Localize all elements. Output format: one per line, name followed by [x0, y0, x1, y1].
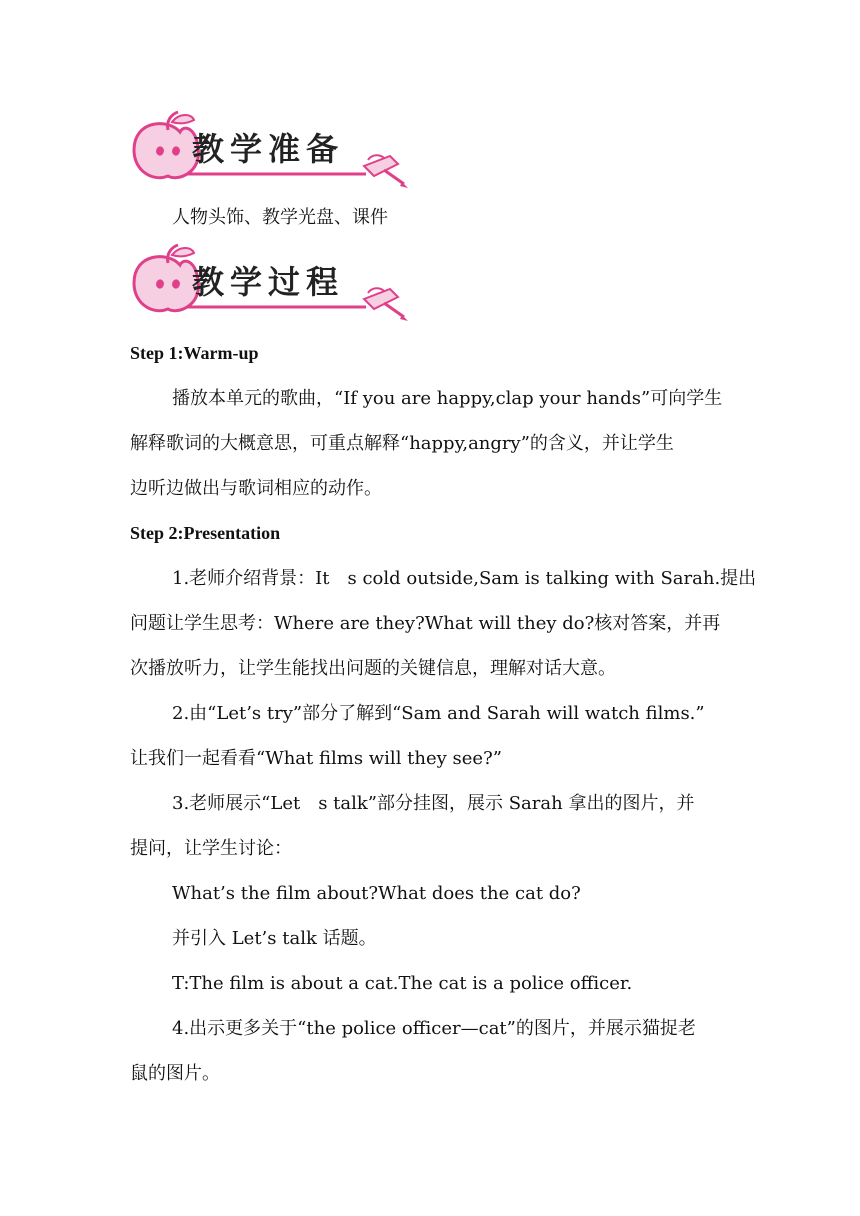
section-banner-process	[128, 243, 418, 321]
pencil-hand-icon	[364, 288, 408, 321]
section-title-process: 教学过程	[192, 263, 345, 301]
step2-line: 2.由“Let’s try”部分了解到“Sam and Sarah will watch films.”	[172, 703, 705, 724]
pencil-hand-icon	[364, 155, 408, 188]
step2-heading: Step 2:Presentation	[130, 523, 281, 543]
section-title-prep: 教学准备	[192, 130, 345, 168]
step2-line: What’s the film about?What does the cat do?	[172, 883, 581, 904]
step2-line: 让我们一起看看“What films will they see?”	[130, 748, 502, 769]
step1-line: 解释歌词的大概意思，可重点解释“happy,angry”的含义，并让学生	[130, 433, 674, 454]
step2-line: 并引入 Let’s talk 话题。	[172, 928, 377, 949]
step2-line: 提问，让学生讨论：	[130, 838, 292, 859]
prep-body: 人物头饰、教学光盘、课件	[172, 207, 388, 228]
step1-heading: Step 1:Warm-up	[130, 343, 259, 363]
step1-line: 边听边做出与歌词相应的动作。	[130, 478, 382, 499]
step2-line: 4.出示更多关于“the police officer—cat”的图片，并展示猫捉老	[172, 1018, 696, 1039]
step2-line: 次播放听力，让学生能找出问题的关键信息，理解对话大意。	[130, 658, 616, 679]
apple-icon	[134, 257, 198, 311]
section-banner-prep	[128, 110, 418, 188]
step2-line: 3.老师展示“Let s talk”部分挂图，展示 Sarah 拿出的图片，并	[172, 793, 695, 814]
apple-icon	[134, 124, 198, 178]
step2-line: 鼠的图片。	[130, 1063, 220, 1084]
step1-line: 播放本单元的歌曲，“If you are happy,clap your hands”可向学生	[172, 388, 723, 409]
step2-line: T:The film is about a cat.The cat is a police officer.	[172, 973, 633, 994]
step2-line: 1.老师介绍背景：It s cold outside,Sam is talking with Sarah.提出	[172, 568, 757, 589]
step2-line: 问题让学生思考：Where are they?What will they do?核对答案，并再	[130, 613, 721, 634]
